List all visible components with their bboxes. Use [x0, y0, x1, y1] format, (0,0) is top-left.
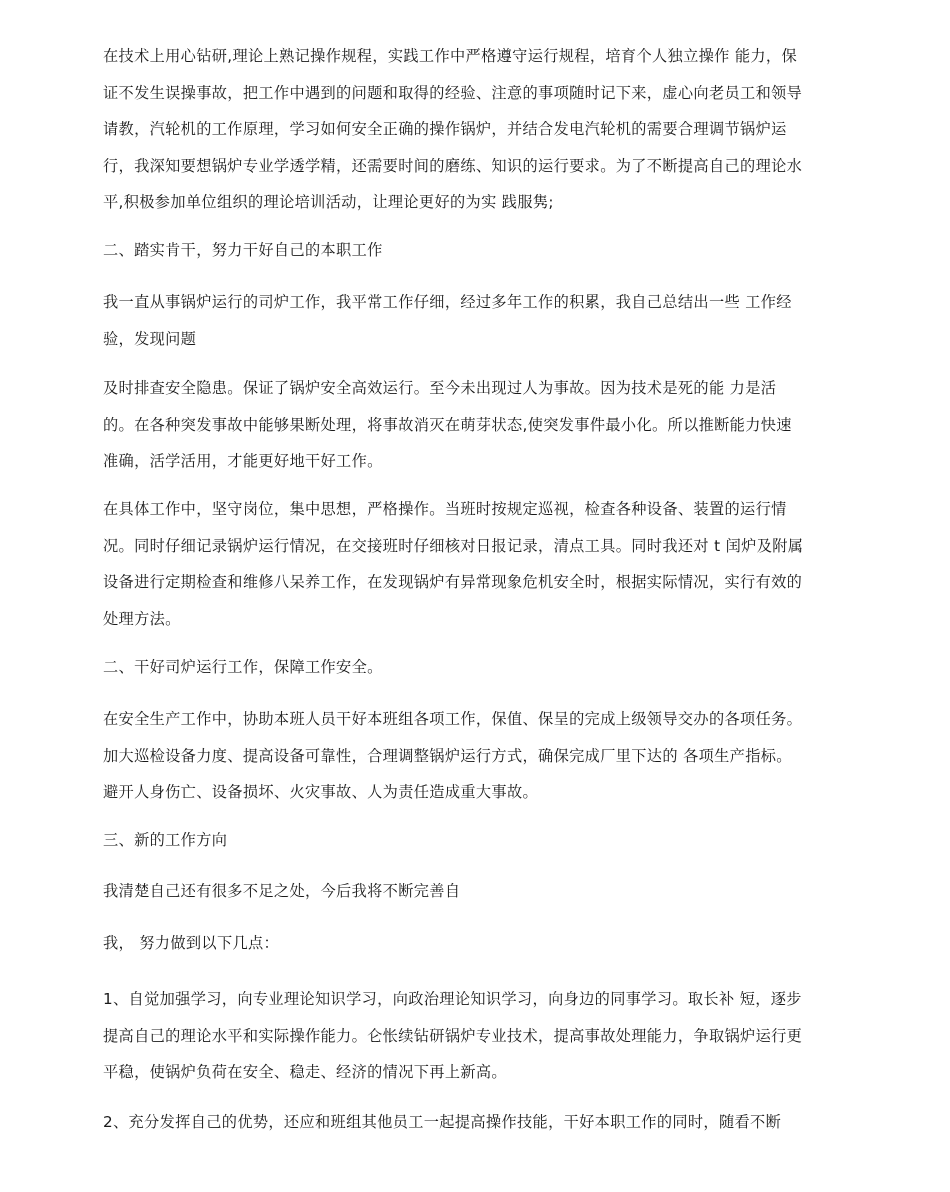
text-line: 处理方法。 [103, 609, 181, 628]
text-line: 设备进行定期检查和维修八呆养工作，在发现锅炉有异常现象危机安全时，根据实际情况，实行有效的 [103, 573, 803, 591]
text-line: 的。在各种突发事故中能够果断处理，将事故消灭在萌芽状态,使突发事件最小化。所以推断能力快速 [103, 415, 792, 434]
text-line: 1、自觉加强学习，向专业理论知识学习，向政治理论知识学习，向身边的同事学习。取长补 短，逐步 [103, 990, 802, 1008]
text-line: 我一直从事锅炉运行的司炉工作，我平常工作仔细，经过多年工作的积累，我自己总结出一些 工作经 [103, 293, 792, 311]
text-line: 2、充分发挥自己的优势，还应和班组其他员工一起提高操作技能，干好本职工作的同时，随看不断 [103, 1113, 782, 1131]
paragraph-production-safety [103, 701, 855, 811]
paragraph-daily-duties [103, 491, 855, 637]
text-line: 在具体工作中，坚守岗位，集中思想，严格操作。当班时按规定巡视，检查各种设备、装置的运行情 [103, 500, 787, 518]
section-heading-safe-operation: 二、干好司炉运行工作，保障工作安全。 [103, 658, 383, 676]
text-line: 在技术上用心钻研,理论上熟记操作规程，实践工作中严格遵守运行规程，培育个人独立操作 能力，保 [103, 47, 798, 65]
paragraph-technical-study [103, 38, 855, 221]
section-heading-diligent-work: 二、踏实肯干，努力干好自己的本职工作 [103, 241, 383, 259]
text-line: 证不发生误操事故，把工作中遇到的问题和取得的经验、注意的事项随时记下来，虚心向老员工和领导 [103, 83, 803, 102]
paragraph-boiler-operation [103, 284, 855, 357]
text-line: 验，发现问题 [103, 329, 197, 348]
list-item-leverage-strengths [103, 1104, 855, 1141]
text-line: 行，我深知要想锅炉专业学透学精，还需要时间的磨练、知识的运行要求。为了不断提高自己的理论水 [103, 156, 803, 175]
text-line: 在安全生产工作中，协助本班人员干好本班组各项工作，保值、保呈的完成上级领导交办的各项任务。 [103, 710, 803, 728]
text-line: 平稳，使锅炉负荷在安全、稳走、经济的情况下再上新高。 [103, 1063, 507, 1081]
text-line: 加大巡检设备力度、提高设备可靠性，合理调整锅炉运行方式，确保完成厂里下达的 各项生产指标。 [103, 746, 792, 765]
text-line: 况。同时仔细记录锅炉运行情况，在交接班时仔细核对日报记录，清点工具。同时我还对 t 闰炉及附属 [103, 536, 804, 555]
text-line: 提高自己的理论水平和实际操作能力。仑怅续钻研锅炉专业技术，提高事故处理能力，争取锅炉运行更 [103, 1026, 803, 1045]
text-line: 避开人身伤亡、设备损坏、火灾事故、人为责任造成重大事故。 [103, 783, 539, 801]
text-line: 平,积极参加单位组织的理论培训活动，让理论更好的为实 践服隽; [103, 193, 554, 211]
text-line: 请教，汽轮机的工作原理，学习如何安全正确的操作锅炉，并结合发电汽轮机的需要合理调节锅炉运 [103, 120, 787, 138]
paragraph-goals-intro: 我， 努力做到以下几点： [103, 934, 280, 952]
list-item-strengthen-learning [103, 981, 855, 1091]
text-line: 及时排查安全隐患。保证了锅炉安全高效运行。至今未出现过人为事故。因为技术是死的能 力是活 [103, 379, 777, 397]
paragraph-shortcomings: 我清楚自己还有很多不足之处，今后我将不断完善自 [103, 882, 461, 900]
paragraph-safety-hazards [103, 370, 855, 480]
section-heading-new-direction: 三、新的工作方向 [103, 831, 228, 849]
text-line: 准确，活学活用，才能更好地干好工作。 [103, 452, 383, 470]
